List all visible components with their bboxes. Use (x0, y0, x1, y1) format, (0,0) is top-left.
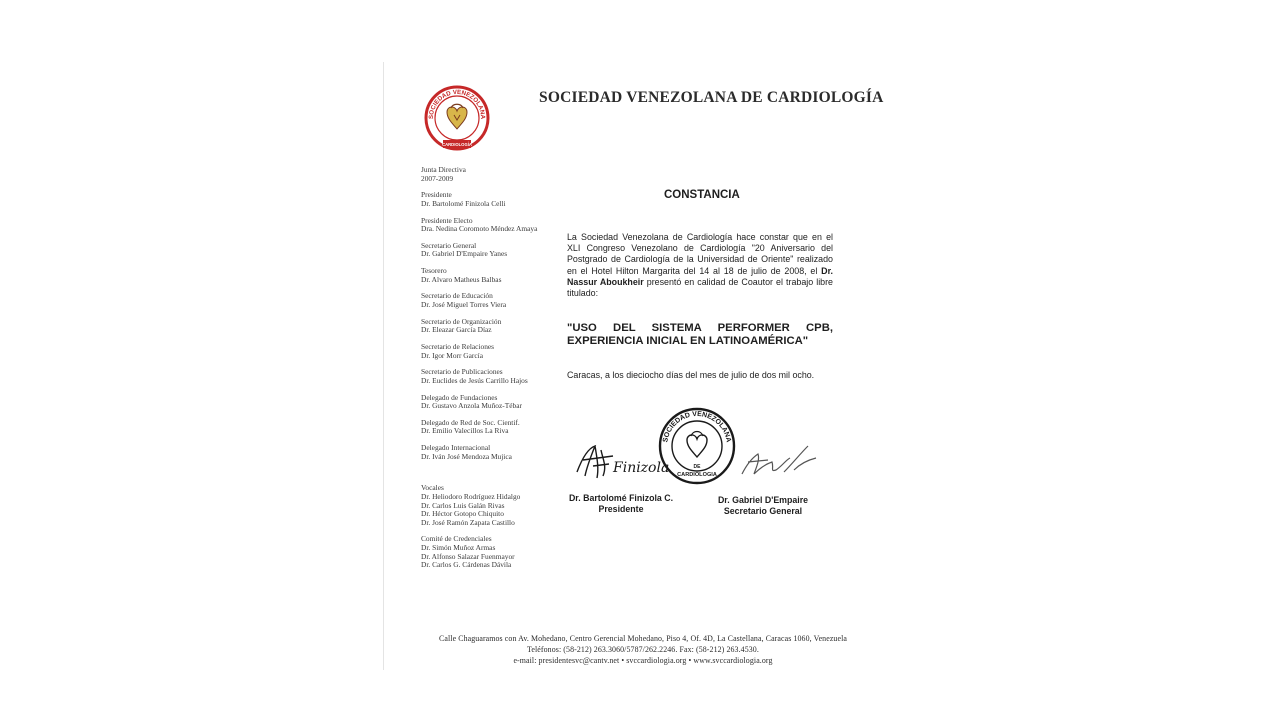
board-role: Secretario de Educación (421, 291, 493, 301)
honoree-name: Dr. Nassur Aboukheir (567, 265, 833, 287)
board-group (421, 444, 571, 461)
board-role: Secretario de Publicaciones (421, 367, 503, 377)
closing-date: Caracas, a los dieciocho días del mes de julio de dos mil ocho. (567, 370, 815, 380)
board-group (421, 368, 571, 385)
board-name: Dr. Bartolomé Finizola Celli (421, 198, 506, 208)
board-name: Dr. José Miguel Torres Viera (421, 300, 507, 309)
body-text-part-2: presentó en calidad de Coautor el trabajo libre titulado: (567, 276, 833, 299)
vocal-name: Dr. Carlos Luis Galán Rivas (421, 500, 505, 510)
left-signature-script: Finizola (613, 460, 670, 476)
board-name: Dr. Euclides de Jesús Carrillo Hajos (421, 375, 528, 385)
board-group (421, 267, 571, 284)
board-role: Junta Directiva (421, 165, 466, 174)
document-heading: CONSTANCIA (664, 189, 740, 201)
board-name: Dr. Eleazar García Díaz (421, 325, 492, 335)
board-group (421, 343, 571, 360)
credenciales-label: Comité de Credenciales (421, 534, 492, 544)
board-name: Dr. Gustavo Anzola Muñoz-Tébar (421, 401, 522, 411)
work-title (567, 322, 833, 348)
seal-arc-text: SOCIEDAD VENEZOLANA (662, 410, 732, 443)
seal-icon (657, 406, 737, 486)
vocal-name: Dr. José Ramón Zapata Castillo (421, 517, 515, 527)
board-group (421, 191, 571, 208)
board-sidebar (421, 166, 571, 578)
body-text-part-1: La Sociedad Venezolana de Cardiología hace constar que en el XLI Congreso Venezolano de Cardiología "20 Aniversario del Postgrado de Cardiología de la Universidad de Oriente" realizado en el Hotel Hilton Margarita del 14 al 18 de julio de 2008, el (567, 232, 833, 276)
credenciales-group (421, 535, 571, 569)
seal-mid-text: DE (693, 464, 701, 470)
board-name: Dr. Alvaro Matheus Balbas (421, 274, 502, 284)
board-role: Secretario de Relaciones (421, 341, 495, 351)
right-signatory-name: Dr. Gabriel D'Empaire (717, 495, 809, 505)
letterhead-footer (383, 634, 903, 666)
credenciales-name: Dr. Alfonso Salazar Fuenmayor (421, 551, 515, 561)
society-title: SOCIEDAD VENEZOLANA DE CARDIOLOGÍA (539, 89, 884, 106)
page-edge (383, 62, 384, 670)
society-logo (421, 84, 493, 156)
footer-contact: e-mail: presidentesvc@cantv.net • svccardiologia.org • www.svccardiologia.org (513, 655, 773, 665)
heart-emblem-icon (421, 84, 493, 156)
right-signature (738, 440, 820, 482)
board-role: Presidente (421, 190, 452, 200)
logo-bottom-text: CARDIOLOGÍA (442, 142, 472, 147)
board-group (421, 242, 571, 259)
logo-arc-text: SOCIEDAD VENEZOLANA (427, 88, 487, 120)
certificate-body (567, 232, 833, 299)
board-name: Dr. Iván José Mendoza Mujica (421, 451, 512, 461)
board-role: Delegado de Fundaciones (421, 392, 498, 402)
board-name: 2007-2009 (421, 173, 454, 183)
board-role: Tesorero (421, 266, 447, 276)
left-signature (573, 436, 670, 482)
board-role: Presidente Electo (421, 215, 473, 225)
board-name: Dr. Igor Morr García (421, 350, 483, 360)
vocal-name: Dr. Heliodoro Rodríguez Hidalgo (421, 491, 521, 501)
board-name: Dra. Nedina Coromoto Méndez Amaya (421, 224, 538, 234)
right-signatory-role: Secretario General (723, 506, 803, 516)
board-role: Delegado de Red de Soc. Cientif. (421, 417, 520, 427)
work-title-line-2: EXPERIENCIA INICIAL EN LATINOAMÉRICA" (567, 335, 809, 347)
vocales-group (421, 484, 571, 527)
board-role: Secretario de Organización (421, 316, 502, 326)
left-signatory-name: Dr. Bartolomé Finizola C. (568, 493, 674, 503)
credenciales-name: Dr. Carlos G. Cárdenas Dávila (421, 560, 512, 570)
footer-phones: Teléfonos: (58-212) 263.3060/5787/262.2246. Fax: (58-212) 263.4530. (527, 644, 759, 654)
board-group (421, 318, 571, 335)
vocal-name: Dr. Héctor Gotopo Chiquito (421, 509, 504, 519)
board-role: Secretario General (421, 240, 477, 250)
board-group (421, 217, 571, 234)
left-signatory-role: Presidente (598, 504, 644, 514)
official-seal (657, 406, 737, 486)
board-group (421, 394, 571, 411)
board-role: Delegado Internacional (421, 443, 491, 453)
left-signatory (565, 493, 677, 515)
credenciales-name: Dr. Simón Muñoz Armas (421, 543, 496, 553)
board-group (421, 419, 571, 436)
board-group (421, 166, 571, 183)
footer-address: Calle Chaguaramos con Av. Mohedano, Centro Gerencial Mohedano, Piso 4, Of. 4D, La Castellana, Caracas 1060, Venezuela (439, 634, 847, 643)
seal-bottom-text: CARDIOLOGIA (677, 472, 717, 478)
board-name: Dr. Emilio Valecillos La Riva (421, 426, 509, 436)
right-signatory (707, 495, 819, 517)
work-title-line-1: "USO DEL SISTEMA PERFORMER CPB, (567, 322, 833, 334)
board-group (421, 292, 571, 309)
board-name: Dr. Gabriel D'Empaire Yanes (421, 249, 508, 259)
vocales-label: Vocales (421, 483, 444, 493)
